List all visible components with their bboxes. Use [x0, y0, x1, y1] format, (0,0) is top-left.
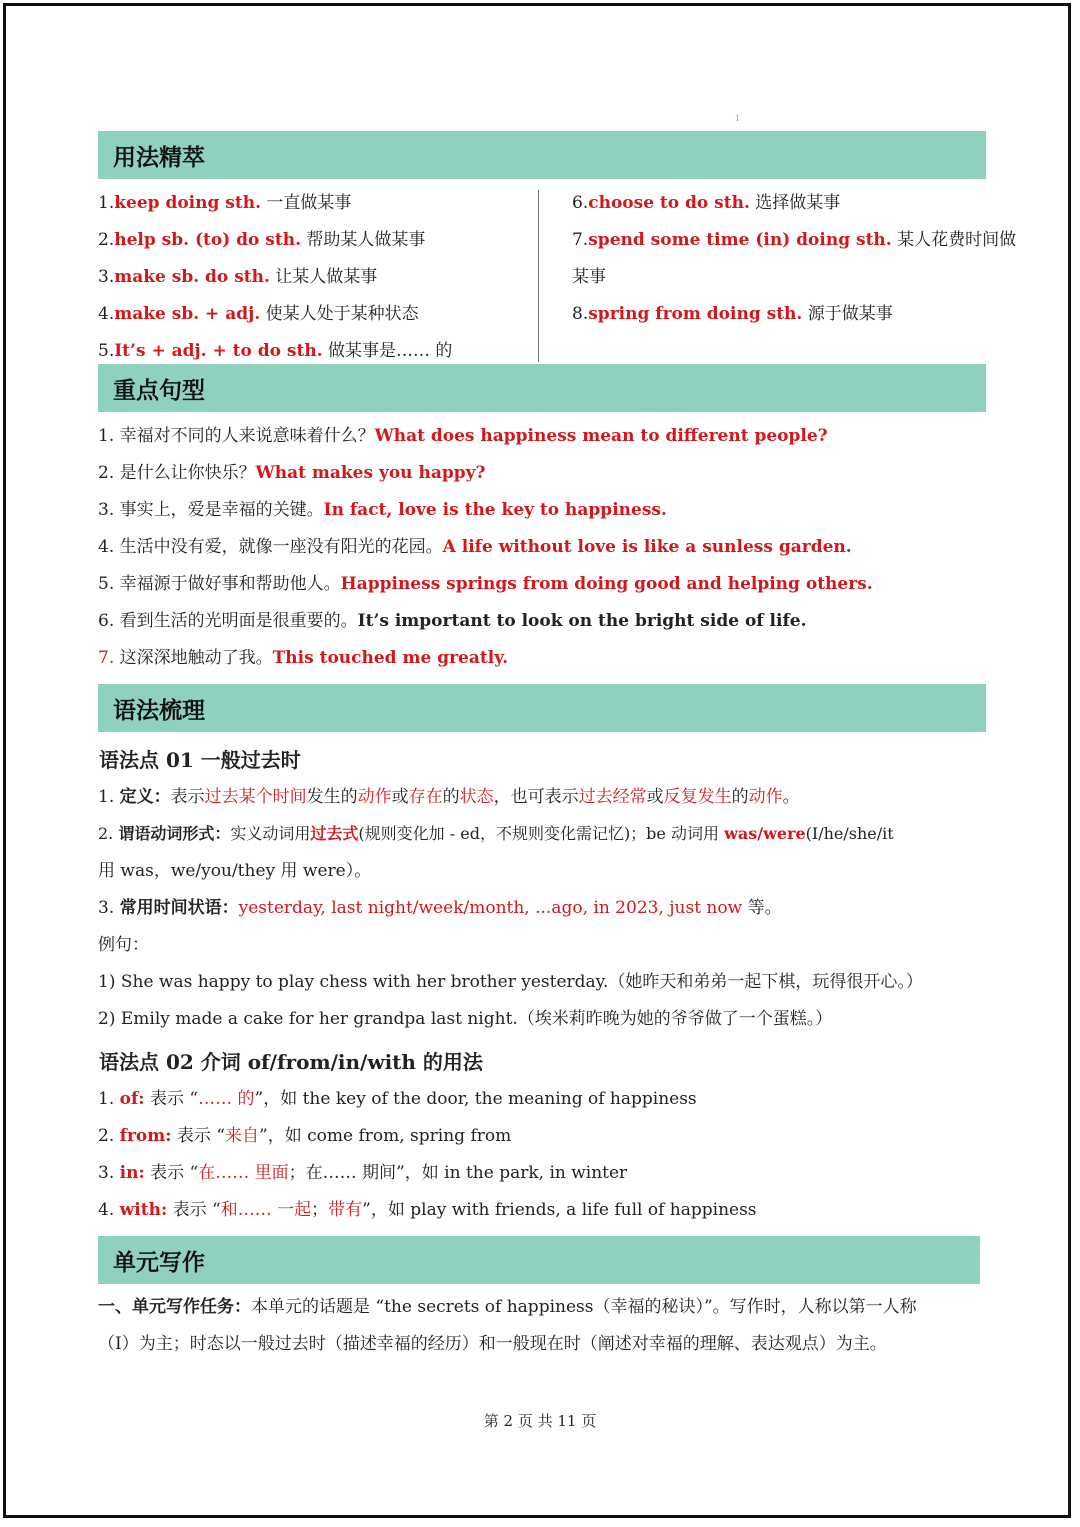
- example-1: 1) She was happy to play chess with her brother yesterday.（她昨天和弟弟一起下棋，玩得很开心。）: [98, 972, 923, 992]
- usage-item-6: 6.choose to do sth. 选择做某事: [572, 193, 841, 213]
- section-header-grammar: 语法梳理: [98, 684, 986, 732]
- section-header-usage: 用法精萃: [98, 131, 986, 179]
- preposition-of: 1. of: 表示 “…… 的”，如 the key of the door, the meaning of happiness: [98, 1089, 697, 1109]
- writing-task-line-2: （I）为主；时态以一般过去时（描述幸福的经历）和一般现在时（阐述对幸福的理解、表达观点）为主。: [98, 1334, 887, 1354]
- usage-item-7-cont: 某事: [572, 267, 606, 287]
- sentence-1: 1. 幸福对不同的人来说意味着什么？What does happiness mean to different people?: [98, 426, 828, 446]
- example-2: 2) Emily made a cake for her grandpa last night.（埃米莉昨晚为她的爷爷做了一个蛋糕。）: [98, 1009, 833, 1029]
- preposition-with: 4. with: 表示 “和…… 一起；带有”，如 play with friends, a life full of happiness: [98, 1200, 757, 1220]
- sentence-6: 6. 看到生活的光明面是很重要的。It’s important to look on the bright side of life.: [98, 611, 807, 631]
- sentence-5: 5. 幸福源于做好事和帮助他人。Happiness springs from doing good and helping others.: [98, 574, 873, 594]
- usage-item-2: 2.help sb. (to) do sth. 帮助某人做某事: [98, 230, 426, 250]
- column-divider: [538, 190, 539, 362]
- usage-item-1: 1.keep doing sth. 一直做某事: [98, 193, 352, 213]
- usage-item-4: 4.make sb. + adj. 使某人处于某种状态: [98, 304, 419, 324]
- grammar-1-line-1: 1. 定义：表示过去某个时间发生的动作或存在的状态，也可表示过去经常或反复发生的动作。: [98, 787, 800, 807]
- grammar-1-line-3: 3. 常用时间状语：yesterday, last night/week/month, ...ago, in 2023, just now 等。: [98, 898, 782, 918]
- usage-item-5: 5.It’s + adj. + to do sth. 做某事是…… 的: [98, 341, 453, 361]
- section-header-sentences: 重点句型: [98, 364, 986, 412]
- sentence-4: 4. 生活中没有爱，就像一座没有阳光的花园。A life without love is like a sunless garden.: [98, 537, 852, 557]
- usage-item-3: 3.make sb. do sth. 让某人做某事: [98, 267, 378, 287]
- usage-item-8: 8.spring from doing sth. 源于做某事: [572, 304, 893, 324]
- grammar-1-line-2-cont: 用 was，we/you/they 用 were）。: [98, 861, 372, 881]
- grammar-point-1-title: 语法点 01 一般过去时: [99, 748, 301, 772]
- writing-task-line-1: 一、单元写作任务：本单元的话题是 “the secrets of happiness（幸福的秘诀）”。写作时，人称以第一人称: [98, 1297, 917, 1317]
- page-number: 第 2 页 共 11 页: [483, 1412, 597, 1430]
- sentence-2: 2. 是什么让你快乐？What makes you happy?: [98, 463, 486, 483]
- grammar-1-line-2: 2. 谓语动词形式：实义动词用过去式(规则变化加 - ed，不规则变化需记忆)；be 动词用 was/were(I/he/she/it: [98, 824, 894, 843]
- section-header-writing: 单元写作: [98, 1236, 980, 1284]
- sentence-3: 3. 事实上，爱是幸福的关键。In fact, love is the key to happiness.: [98, 500, 667, 520]
- grammar-point-2-title: 语法点 02 介词 of/from/in/with 的用法: [99, 1050, 483, 1074]
- preposition-in: 3. in: 表示 “在…… 里面；在…… 期间”，如 in the park, in winter: [98, 1163, 628, 1183]
- example-label: 例句：: [98, 935, 149, 955]
- sentence-7: 7. 这深深地触动了我。This touched me greatly.: [98, 648, 509, 668]
- preposition-from: 2. from: 表示 “来自”，如 come from, spring from: [98, 1126, 512, 1146]
- corner-mark: 1: [735, 114, 741, 123]
- usage-item-7: 7.spend some time (in) doing sth. 某人花费时间做: [572, 230, 1017, 250]
